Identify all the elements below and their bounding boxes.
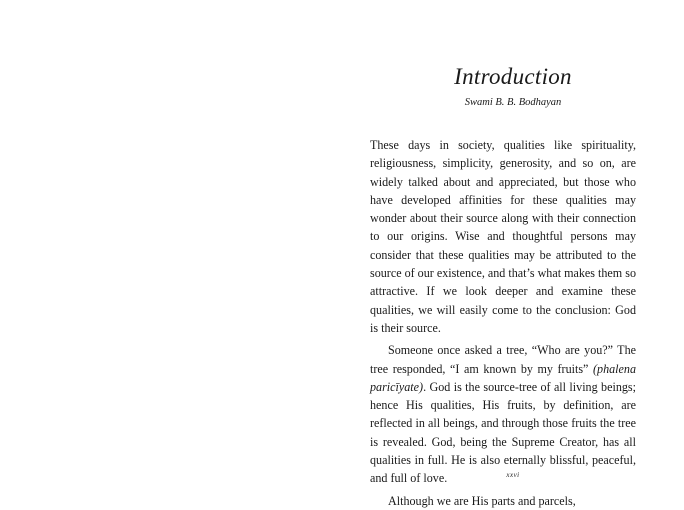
chapter-body (370, 136, 636, 510)
chapter-author: Swami B. B. Bodhayan (464, 97, 562, 108)
body-paragraph-3: Although we are His parts and parcels, (388, 493, 576, 508)
paragraph-2-text-b: . God is the source-tree of all living beings; hence His qualities, His fruits, by definition, are reflected in all beings, and through those fruits the tree is revealed. God, being the Supreme Creator, has all qualities in full. He is also eternally blissful, peaceful, and full of love. (370, 379, 636, 486)
paragraph-2-text-a: Someone once asked a tree, “Who are you?” The tree responded, “I am known by my fruits” (370, 343, 636, 376)
left-page-blank (0, 0, 342, 504)
body-paragraph-2 (370, 341, 636, 487)
sanskrit-phrase: (phalena paricīyate) (370, 361, 636, 394)
chapter-title: Introduction (454, 64, 572, 89)
page-number: xxvi (506, 471, 520, 479)
body-paragraph-1: These days in society, qualities like spirituality, religiousness, simplicity, generosity, and so on, are widely talked about and appreciated, but those who have developed affinities for these qualities may wonder about their source along with their connection to our origins. Wise and thoughtful persons may consider that these qualities may be attributed to the source of our existence, and that’s what makes them so attractive. If we look deeper and examine these qualities, we will easily come to the conclusion: God is their source. (370, 138, 636, 335)
